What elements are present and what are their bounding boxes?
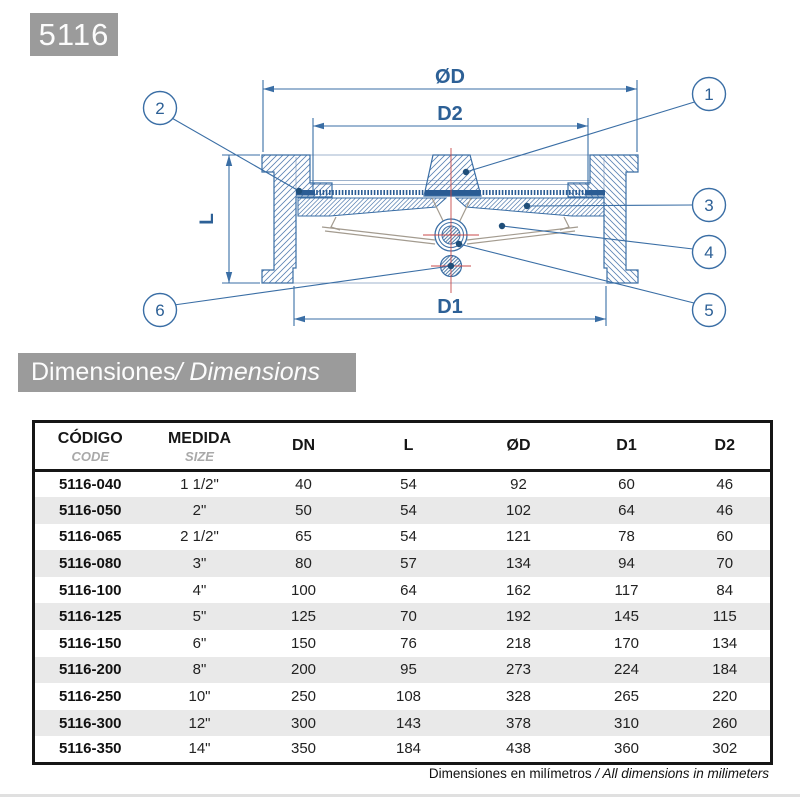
cell-code: 5116-350 — [58, 740, 122, 758]
table-row — [34, 683, 772, 710]
cell-l: 57 — [400, 555, 417, 573]
cell-code: 5116-150 — [58, 634, 122, 652]
valve-cross-section-drawing — [0, 0, 800, 346]
banner-text-en: / Dimensions — [175, 358, 321, 386]
cell-dn: 250 — [290, 688, 317, 706]
dimensions-table-body — [34, 471, 772, 764]
cell-d1: 265 — [613, 688, 640, 706]
cell-size: 14" — [188, 740, 211, 758]
col-header-medida: MEDIDA SIZE — [146, 422, 254, 471]
table-row — [34, 550, 772, 577]
cell-dn: 150 — [290, 634, 317, 652]
cell-d1: 60 — [618, 476, 635, 494]
cell-size: 6" — [192, 634, 207, 652]
cell-code: 5116-065 — [58, 528, 122, 546]
cell-d2: 134 — [712, 634, 738, 652]
cell-size: 5" — [192, 608, 207, 626]
cell-od: 273 — [505, 661, 532, 679]
cell-code: 5116-050 — [58, 501, 122, 519]
callout-3 — [693, 189, 726, 222]
col-header-dn: DN — [254, 422, 354, 471]
dimension-l — [222, 155, 260, 283]
cell-od: 192 — [505, 608, 532, 626]
cell-d1: 360 — [613, 740, 640, 758]
cell-code: 5116-080 — [58, 555, 122, 573]
banner-text-es: Dimensiones — [31, 358, 176, 386]
cell-od: 121 — [505, 528, 532, 546]
table-row — [34, 603, 772, 630]
cell-code: 5116-125 — [58, 608, 122, 626]
cell-d2: 46 — [716, 476, 734, 494]
cell-l: 184 — [395, 740, 422, 758]
svg-text:2: 2 — [155, 99, 165, 118]
callout-2 — [144, 92, 177, 125]
cell-l: 95 — [400, 661, 417, 679]
cell-dn: 80 — [295, 555, 312, 573]
cell-d1: 145 — [613, 608, 640, 626]
cell-d2: 220 — [712, 688, 738, 706]
dim-label-d1: D1 — [437, 296, 463, 318]
cell-l: 64 — [400, 581, 417, 599]
col-header-d1: D1 — [574, 422, 680, 471]
cell-d2: 60 — [716, 528, 734, 546]
product-code-badge: 5116 — [30, 13, 118, 56]
svg-text:6: 6 — [155, 301, 165, 320]
seat-seal-strip — [296, 190, 605, 196]
cell-size: 3" — [192, 555, 207, 573]
section-banner — [18, 353, 356, 392]
cell-dn: 50 — [295, 501, 312, 519]
cell-d1: 170 — [613, 634, 640, 652]
cell-l: 54 — [400, 501, 417, 519]
cell-d1: 117 — [614, 581, 639, 599]
svg-text:4: 4 — [704, 243, 714, 262]
valve-plate-left — [298, 198, 446, 216]
cell-d1: 78 — [618, 528, 635, 546]
table-row — [34, 736, 772, 763]
cell-d2: 184 — [712, 661, 738, 679]
cell-od: 162 — [505, 581, 532, 599]
table-row — [34, 471, 772, 498]
svg-text:3: 3 — [704, 196, 714, 215]
cell-size: 8" — [192, 661, 207, 679]
cell-dn: 65 — [295, 528, 312, 546]
cell-od: 328 — [505, 688, 532, 706]
svg-text:5: 5 — [704, 301, 714, 320]
cell-code: 5116-300 — [58, 714, 122, 732]
table-header-row — [34, 422, 772, 471]
cell-dn: 125 — [290, 608, 317, 626]
cell-d2: 46 — [716, 501, 734, 519]
valve-body-right — [568, 155, 638, 283]
cell-d1: 94 — [618, 555, 635, 573]
cell-l: 54 — [400, 476, 417, 494]
cell-l: 108 — [395, 688, 422, 706]
cell-size: 2" — [192, 501, 207, 519]
cell-od: 134 — [505, 555, 532, 573]
dim-label-l: L — [197, 213, 218, 225]
cell-od: 102 — [505, 501, 532, 519]
table-row — [34, 657, 772, 684]
valve-body-left — [262, 155, 332, 283]
table-row — [34, 630, 772, 657]
dim-label-od: ØD — [435, 66, 465, 88]
col-header-od: ØD — [464, 422, 574, 471]
cell-l: 54 — [400, 528, 417, 546]
cell-code: 5116-100 — [58, 581, 122, 599]
cell-code: 5116-250 — [58, 688, 122, 706]
cell-od: 378 — [505, 714, 532, 732]
cell-d2: 84 — [716, 581, 734, 599]
callout-4 — [693, 236, 726, 269]
cell-od: 92 — [510, 476, 527, 494]
footnote-en: / All dimensions in milimeters — [595, 766, 769, 781]
cell-dn: 40 — [295, 476, 312, 494]
cell-d1: 64 — [618, 501, 635, 519]
table-row — [34, 497, 772, 524]
col-header-codigo: CÓDIGO CODE — [34, 422, 146, 471]
cell-d2: 260 — [712, 714, 738, 732]
cell-d1: 310 — [613, 714, 640, 732]
cell-size: 12" — [188, 714, 211, 732]
cell-od: 218 — [505, 634, 532, 652]
table-row — [34, 710, 772, 737]
cell-size: 2 1/2" — [180, 528, 219, 546]
footnote-es: Dimensiones en milímetros — [428, 766, 596, 781]
cell-size: 10" — [188, 688, 211, 706]
cell-dn: 200 — [290, 661, 317, 679]
cell-d1: 224 — [613, 661, 640, 679]
callout-5 — [693, 294, 726, 327]
dimensions-table — [32, 420, 770, 765]
units-footnote — [429, 766, 769, 781]
cell-code: 5116-040 — [58, 476, 122, 494]
cell-l: 76 — [400, 634, 417, 652]
hinge-post — [424, 155, 481, 196]
cell-d2: 302 — [712, 740, 738, 758]
col-header-l: L — [354, 422, 464, 471]
col-header-d2: D2 — [680, 422, 772, 471]
svg-text:1: 1 — [704, 85, 714, 104]
cell-size: 4" — [192, 581, 207, 599]
cell-od: 438 — [505, 740, 532, 758]
dim-label-d2: D2 — [437, 103, 463, 125]
cell-size: 1 1/2" — [180, 476, 219, 494]
cell-dn: 100 — [290, 581, 317, 599]
cell-l: 143 — [395, 714, 422, 732]
cell-dn: 350 — [290, 740, 317, 758]
cell-d2: 70 — [716, 555, 734, 573]
callout-6 — [144, 294, 177, 327]
cell-d2: 115 — [712, 608, 737, 626]
callout-1 — [693, 78, 726, 111]
table-row — [34, 577, 772, 604]
cell-code: 5116-200 — [58, 661, 122, 679]
cell-dn: 300 — [290, 714, 317, 732]
table-row — [34, 524, 772, 551]
cell-l: 70 — [400, 608, 417, 626]
